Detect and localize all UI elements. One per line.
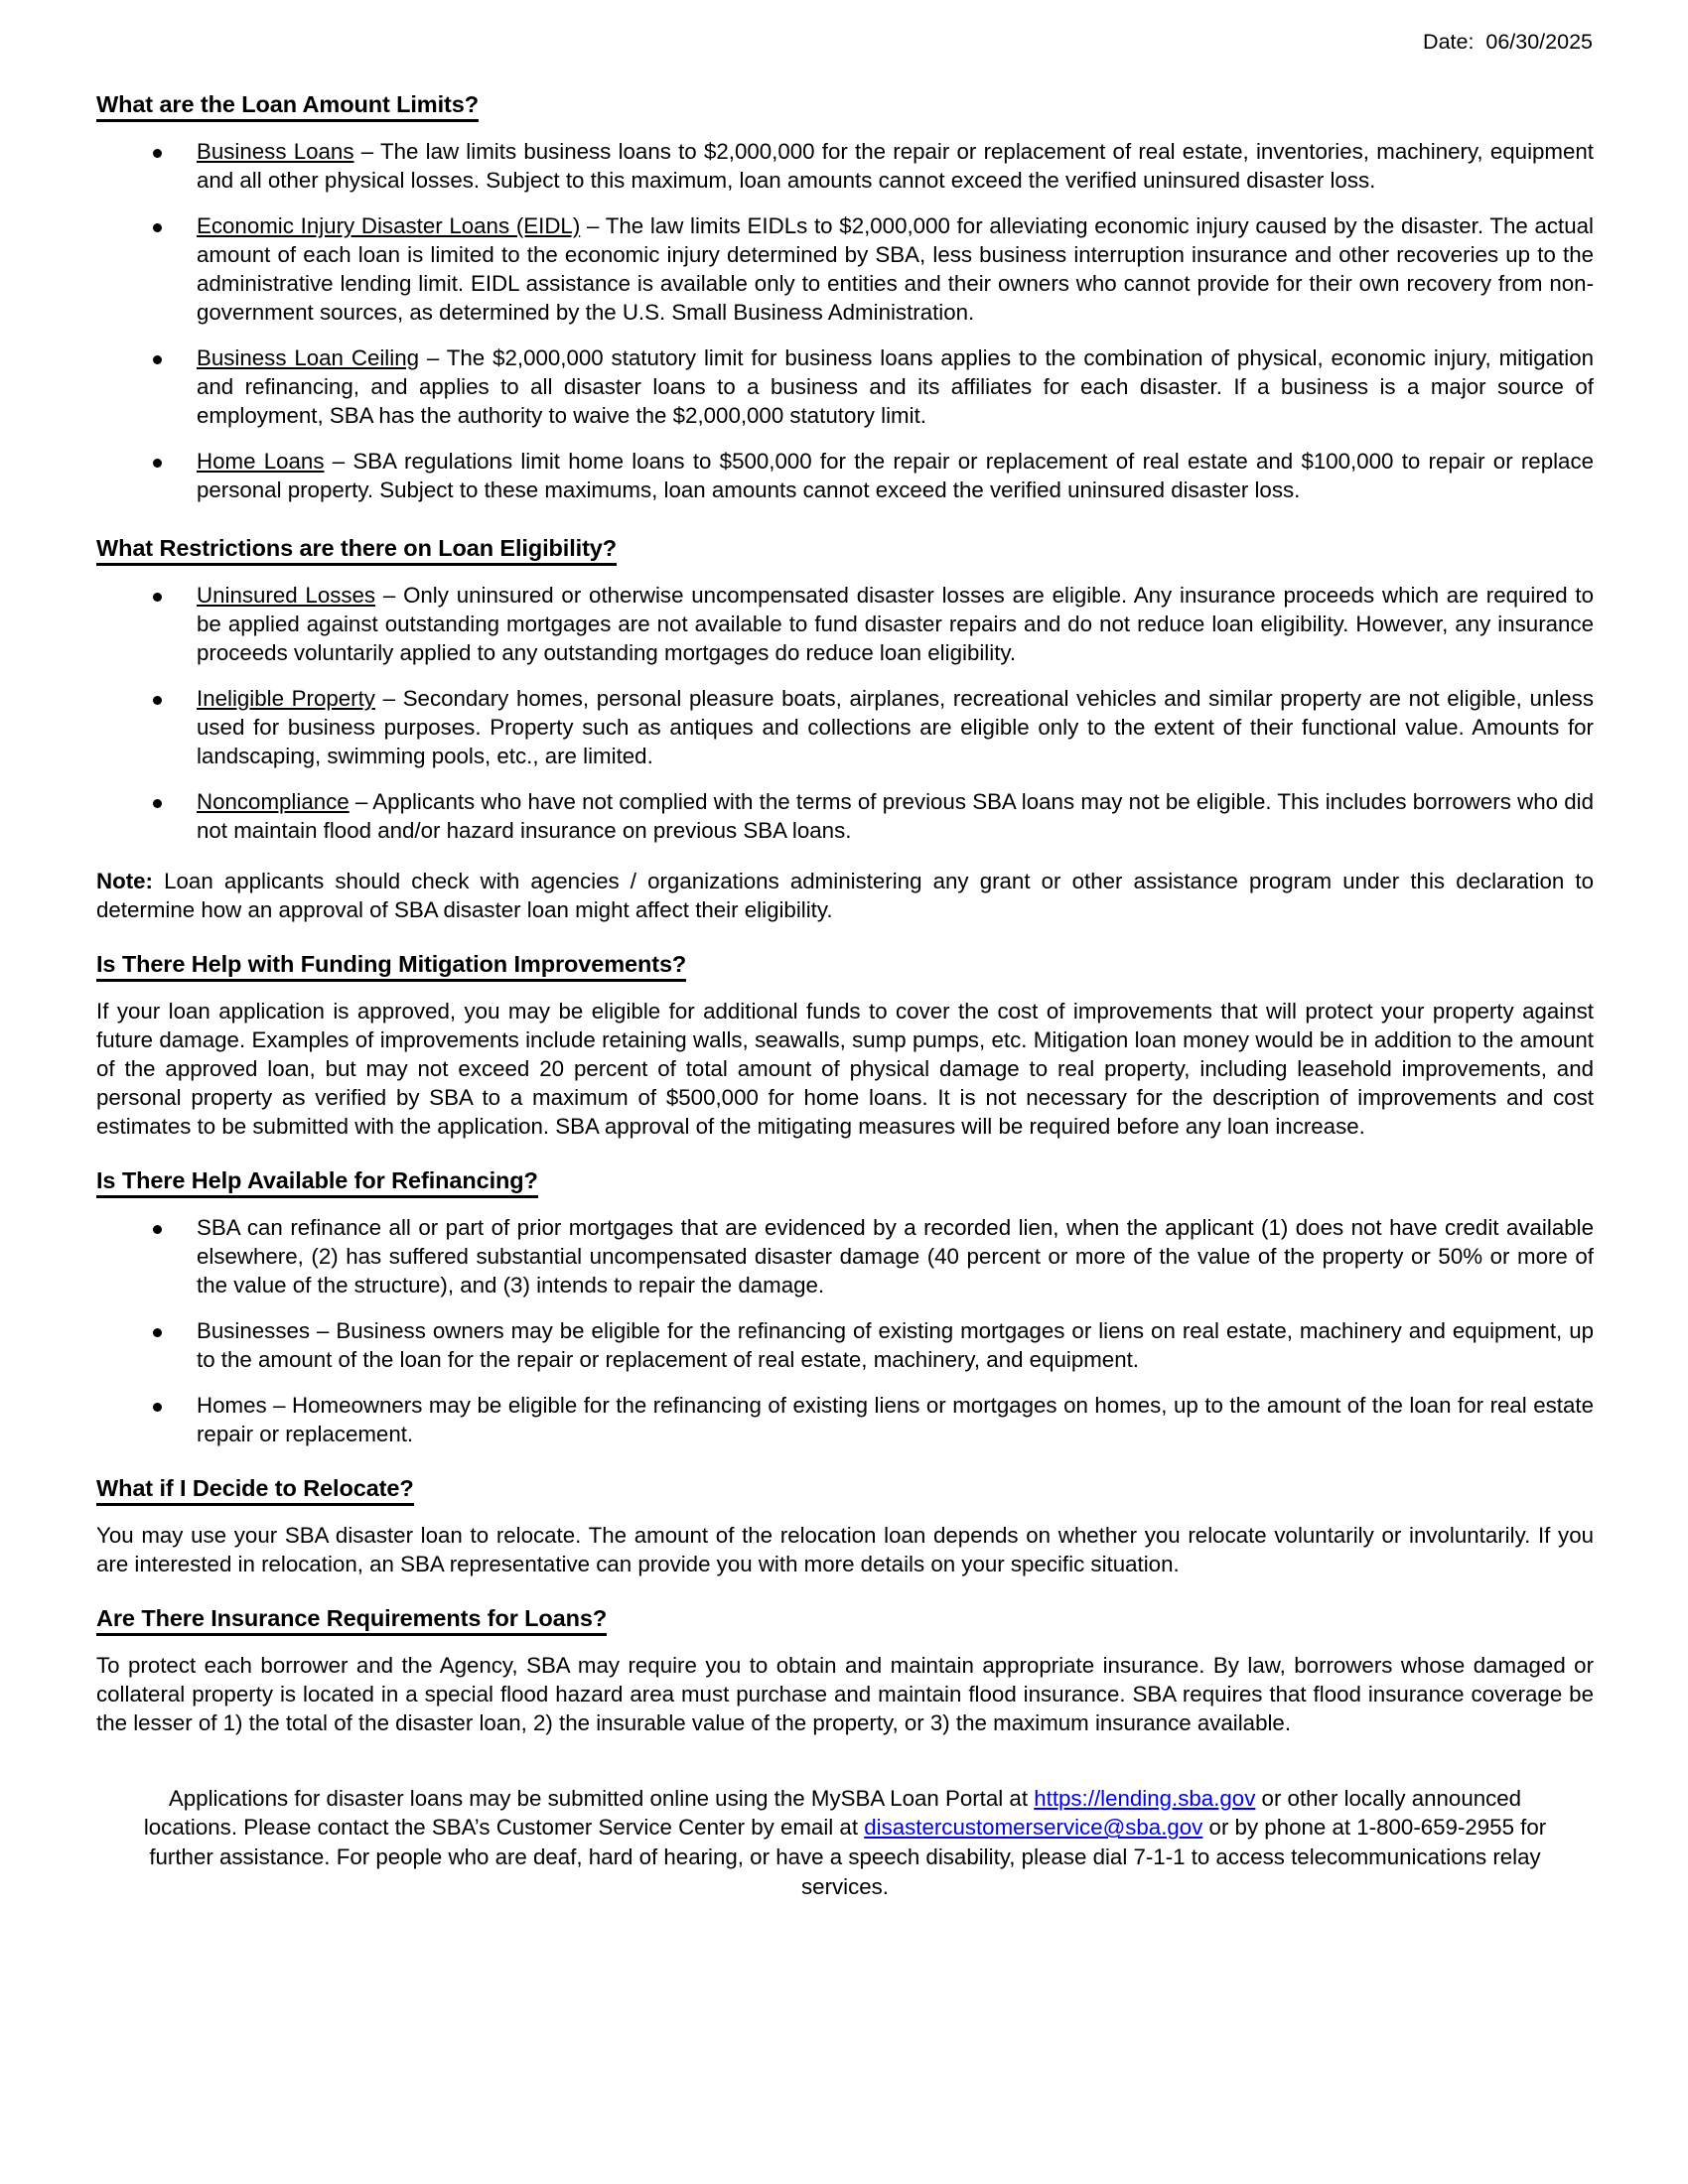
insurance-paragraph: To protect each borrower and the Agency, SBA may require you to obtain and maintain appropriate insurance. By law, borrowers whose damaged or collateral property is located in a special flood hazard area must purchase and maintain flood insurance. SBA requires that flood insurance coverage be the lesser of 1) the total of the disaster loan, 2) the insurable value of the property, or 3) the maximum insurance available. bbox=[96, 1652, 1594, 1735]
bullet-dot-icon bbox=[153, 355, 162, 364]
footer-text-part1: Applications for disaster loans may be submitted online using the MySBA Loan Portal at bbox=[168, 1785, 1035, 1811]
heading-wrap bbox=[96, 1165, 1594, 1214]
list-item bbox=[96, 1392, 1594, 1449]
section-refinancing-help bbox=[96, 1165, 1594, 1449]
bullet-body: – The law limits business loans to $2,000,000 for the repair or replacement of real estate, inventories, machinery, equipment and all other physical losses. Subject to this maximum, loan amounts cannot exceed the verified uninsured disaster loss. bbox=[197, 138, 1594, 193]
bullet-body: Homes – Homeowners may be eligible for the refinancing of existing liens or mortgages on homes, up to the amount of the loan for real estate repair or replacement. bbox=[197, 1392, 1594, 1446]
section-heading-relocate: What if I Decide to Relocate? bbox=[96, 1473, 414, 1506]
document-date: Date: 06/30/2025 bbox=[1423, 30, 1593, 54]
bullet-lead-in: Economic Injury Disaster Loans (EIDL) bbox=[197, 212, 581, 238]
list-item bbox=[96, 1214, 1594, 1300]
note-label: Note: bbox=[96, 868, 153, 893]
list-item bbox=[96, 448, 1594, 505]
bullet-body: SBA can refinance all or part of prior mortgages that are evidenced by a recorded lien, when the applicant (1) does not have credit available elsewhere, (2) has suffered substantial uncompensated disaster damage (40 percent or more of the value of the property or 50% or more of the value of the structure), and (3) intends to repair the damage. bbox=[197, 1214, 1594, 1297]
section-mitigation-improvements bbox=[96, 949, 1594, 1142]
eligibility-note bbox=[96, 868, 1594, 925]
section-heading-loan-amount-limits: What are the Loan Amount Limits? bbox=[96, 89, 479, 122]
bullet-dot-icon bbox=[153, 223, 162, 232]
section-relocate bbox=[96, 1473, 1594, 1579]
list-item bbox=[96, 685, 1594, 771]
section-loan-amount-limits bbox=[96, 89, 1594, 505]
heading-wrap bbox=[96, 1603, 1594, 1652]
bullet-list-loan-amount-limits bbox=[96, 138, 1594, 505]
section-insurance-requirements bbox=[96, 1603, 1594, 1738]
mitigation-paragraph: If your loan application is approved, you may be eligible for additional funds to cover the cost of improvements that will protect your property against future damage. Examples of improvements include retaining walls, seawalls, sump pumps, etc. Mitigation loan money would be in addition to the amount of the approved loan, but may not exceed 20 percent of total amount of physical damage to real property, including leasehold improvements, and personal property as verified by SBA to a maximum of $500,000 for home loans. It is not necessary for the description of improvements and cost estimates to be submitted with the application. SBA approval of the mitigating measures will be required before any loan increase. bbox=[96, 998, 1594, 1139]
bullet-dot-icon bbox=[153, 696, 162, 705]
section-loan-eligibility-restrictions bbox=[96, 533, 1594, 925]
bullet-dot-icon bbox=[153, 1225, 162, 1234]
bullet-lead-in: Ineligible Property bbox=[197, 685, 375, 711]
bullet-body: Businesses – Business owners may be eligible for the refinancing of existing mortgages or liens on real estate, machinery and equipment, up to the amount of the loan for the repair or replacement of real estate, machinery, and equipment. bbox=[197, 1317, 1594, 1372]
list-item bbox=[96, 788, 1594, 846]
bullet-dot-icon bbox=[153, 799, 162, 808]
bullet-lead-in: Home Loans bbox=[197, 448, 325, 474]
bullet-body: – Applicants who have not complied with the terms of previous SBA loans may not be eligible. This includes borrowers who did not maintain flood and/or hazard insurance on previous SBA loans. bbox=[197, 788, 1594, 843]
bullet-lead-in: Noncompliance bbox=[197, 788, 350, 814]
bullet-dot-icon bbox=[153, 149, 162, 158]
section-heading-mitigation: Is There Help with Funding Mitigation Improvements? bbox=[96, 949, 686, 982]
list-item bbox=[96, 582, 1594, 668]
list-item bbox=[96, 344, 1594, 431]
bullet-dot-icon bbox=[153, 1328, 162, 1337]
heading-wrap bbox=[96, 89, 1594, 138]
relocate-paragraph: You may use your SBA disaster loan to relocate. The amount of the relocation loan depends on whether you relocate voluntarily or involuntarily. If you are interested in relocation, an SBA representative can provide you with more details on your specific situation. bbox=[96, 1522, 1594, 1576]
bullet-body: – The law limits EIDLs to $2,000,000 for alleviating economic injury caused by the disaster. The actual amount of each loan is limited to the economic injury determined by SBA, less business interruption insurance and other recoveries up to the administrative lending limit. EIDL assistance is available only to entities and their owners who cannot provide for their own recovery from non-government sources, as determined by the U.S. Small Business Administration. bbox=[197, 212, 1594, 325]
bullet-dot-icon bbox=[153, 593, 162, 602]
list-item bbox=[96, 212, 1594, 328]
mysba-loan-portal-link[interactable]: https://lending.sba.gov bbox=[1034, 1785, 1256, 1811]
section-heading-refinancing: Is There Help Available for Refinancing? bbox=[96, 1165, 538, 1198]
footer-contact-info bbox=[96, 1784, 1594, 1902]
bullet-lead-in: Business Loan Ceiling bbox=[197, 344, 420, 370]
bullet-list-loan-eligibility bbox=[96, 582, 1594, 846]
bullet-body: – Secondary homes, personal pleasure boats, airplanes, recreational vehicles and similar property are not eligible, unless used for business purposes. Property such as antiques and collections are eligible only to the extent of their functional value. Amounts for landscaping, swimming pools, etc., are limited. bbox=[197, 685, 1594, 768]
customer-service-email-link[interactable]: disastercustomerservice@sba.gov bbox=[864, 1815, 1203, 1841]
footer-text-part2: or other locally announced locations. Please contact the SBA’s Customer Service Center by email at bbox=[143, 1785, 1522, 1841]
heading-wrap bbox=[96, 1473, 1594, 1522]
bullet-dot-icon bbox=[153, 1403, 162, 1412]
heading-wrap bbox=[96, 949, 1594, 998]
note-body: Loan applicants should check with agencies / organizations administering any grant or other assistance program under this declaration to determine how an approval of SBA disaster loan might affect their eligibility. bbox=[96, 868, 1594, 922]
bullet-lead-in: Uninsured Losses bbox=[197, 582, 376, 608]
footer-text-part3: or by phone at 1-800-659-2955 for further assistance. For people who are deaf, hard of hearing, or have a speech disability, please dial 7-1-1 to access telecommunications relay services. bbox=[149, 1815, 1547, 1899]
bullet-dot-icon bbox=[153, 459, 162, 468]
list-item bbox=[96, 1317, 1594, 1375]
list-item bbox=[96, 138, 1594, 196]
bullet-list-refinancing bbox=[96, 1214, 1594, 1449]
bullet-body: – SBA regulations limit home loans to $500,000 for the repair or replacement of real estate and $100,000 to repair or replace personal property. Subject to these maximums, loan amounts cannot exceed the verified uninsured disaster loss. bbox=[197, 448, 1595, 502]
heading-wrap bbox=[96, 533, 1594, 582]
section-heading-insurance: Are There Insurance Requirements for Loans? bbox=[96, 1603, 607, 1636]
bullet-lead-in: Business Loans bbox=[197, 138, 354, 164]
bullet-body: – The $2,000,000 statutory limit for business loans applies to the combination of physical, economic injury, mitigation and refinancing, and applies to all disaster loans to a business and its affiliates for each disaster. If a business is a major source of employment, SBA has the authority to waive the $2,000,000 statutory limit. bbox=[197, 344, 1594, 428]
section-heading-loan-eligibility: What Restrictions are there on Loan Eligibility? bbox=[96, 533, 617, 566]
bullet-body: – Only uninsured or otherwise uncompensated disaster losses are eligible. Any insurance proceeds which are required to be applied against outstanding mortgages are not available to fund disaster repairs and do not reduce loan eligibility. However, any insurance proceeds voluntarily applied to any outstanding mortgages do reduce loan eligibility. bbox=[197, 582, 1594, 665]
